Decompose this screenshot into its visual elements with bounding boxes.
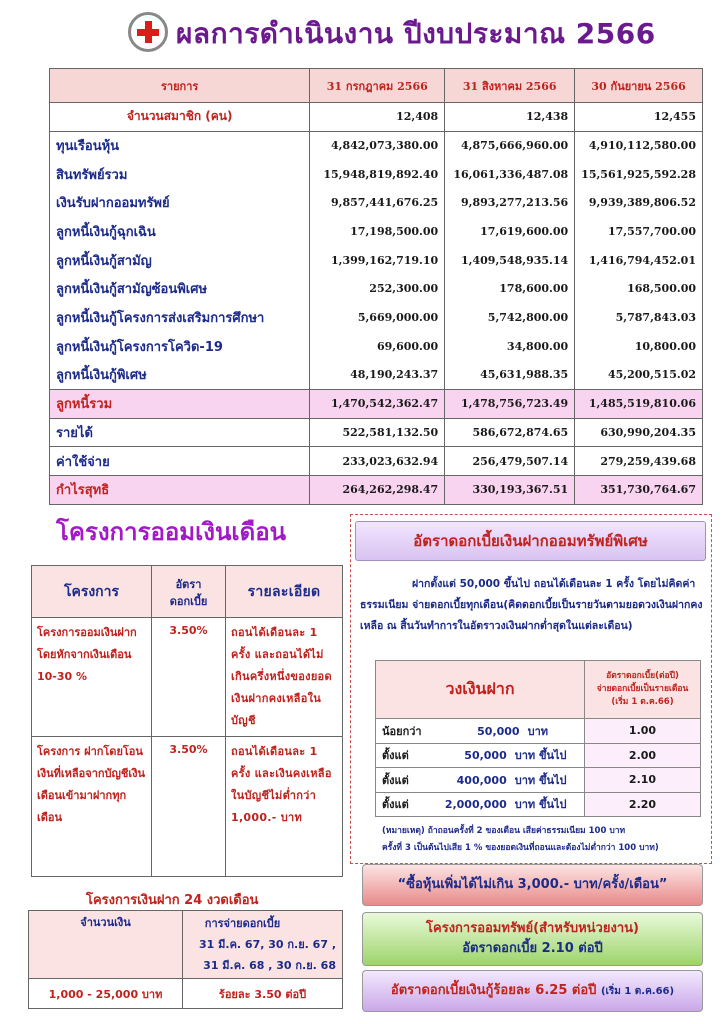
- cell-value: 5,669,000.00: [310, 303, 445, 332]
- cell-value: 5,787,843.03: [575, 303, 703, 332]
- cell-value: 1,409,548,935.14: [445, 246, 575, 275]
- payment-dates-1: 31 มี.ค. 67, 30 ก.ย. 67 ,: [199, 938, 336, 951]
- cell-value: 279,259,439.68: [575, 447, 703, 476]
- cell-value: 522,581,132.50: [310, 418, 445, 447]
- tier-amount: 2,000,000: [444, 798, 507, 812]
- tier-rate: 2.20: [585, 792, 701, 817]
- row-label: ลูกหนี้เงินกู้พิเศษ: [50, 361, 310, 390]
- deposit-24-title: โครงการเงินฝาก 24 งวดเดือน: [86, 893, 259, 908]
- rate-header-1: อัตราดอกเบี้ย(ต่อปี): [606, 671, 679, 681]
- project-name: โครงการออมเงินฝากโดยหักจากเงินเดือน 10-30 %: [32, 618, 152, 737]
- org-savings-title: โครงการออมทรัพย์(สำหรับหน่วยงาน): [426, 921, 639, 936]
- cell-value: 630,990,204.35: [575, 418, 703, 447]
- header-rate: อัตรา ดอกเบี้ย: [152, 566, 226, 618]
- cell-value: 330,193,367.51: [445, 475, 575, 504]
- row-label: ลูกหนี้เงินกู้โครงการส่งเสริมการศึกษา: [50, 303, 310, 332]
- salary-savings-table: [31, 565, 343, 877]
- cell-value: 264,262,298.47: [310, 475, 445, 504]
- row-label: จำนวนสมาชิก (คน): [50, 103, 310, 132]
- cell-value: 1,416,794,452.01: [575, 246, 703, 275]
- salary-savings-title: โครงการออมเงินเดือน: [56, 518, 287, 546]
- header-rate: [585, 661, 701, 719]
- loan-rate-text: อัตราดอกเบี้ยเงินกู้ร้อยละ 6.25 ต่อปี: [390, 983, 597, 998]
- header-amount: จำนวนเงิน: [29, 911, 183, 979]
- cell-value: 12,455: [575, 103, 703, 132]
- tier-unit: บาท: [527, 724, 549, 738]
- cell-value: 9,857,441,676.25: [310, 189, 445, 218]
- table-row: [50, 217, 703, 246]
- table-row: [50, 103, 703, 132]
- tier-prefix: ตั้งแต่: [382, 749, 409, 763]
- row-label: สินทรัพย์รวม: [50, 160, 310, 189]
- table-row: [376, 768, 701, 793]
- table-row: [50, 418, 703, 447]
- row-label: ลูกหนี้เงินกู้ฉุกเฉิน: [50, 217, 310, 246]
- table-row: [50, 131, 703, 160]
- performance-table: [49, 68, 703, 505]
- rate-header-2: จ่ายดอกเบี้ยเป็นรายเดือน: [596, 684, 689, 694]
- tier-range: [376, 719, 585, 744]
- table-row: [29, 979, 343, 1009]
- loan-rate-start: (เริ่ม 1 ต.ค.66): [600, 986, 675, 997]
- table-row: [50, 447, 703, 476]
- table-header-row: [29, 911, 343, 979]
- row-label: ลูกหนี้เงินกู้สามัญซ้อนพิเศษ: [50, 275, 310, 304]
- cell-value: 17,557,700.00: [575, 217, 703, 246]
- table-header-row: [376, 661, 701, 719]
- table-row: [50, 303, 703, 332]
- table-row: [50, 160, 703, 189]
- table-row: [376, 719, 701, 744]
- table-row-total-debtors: [50, 389, 703, 418]
- cell-value: 48,190,243.37: [310, 361, 445, 390]
- special-savings-description: ฝากตั้งแต่ 50,000 ขึ้นไป ถอนได้เดือนละ 1 ครั้ง โดยไม่คิดค่าธรรมเนียม จ่ายดอกเบี้ยทุกเดือน(คิดดอกเบี้ยเป็นรายวันตามยอดวงเงินฝากคงเหลือ ณ สิ้นวันทำการในอัตราวงเงินฝากต่ำสุดในแต่ละเดือน): [360, 578, 703, 632]
- cell-value: 15,561,925,592.28: [575, 160, 703, 189]
- share-purchase-banner: “ซื้อหุ้นเพิ่มได้ไม่เกิน 3,000.- บาท/ครั้ง/เดือน”: [362, 864, 703, 906]
- project-detail: ถอนได้เดือนละ 1 ครั้ง และเงินคงเหลือในบัญชีไม่ต่ำกว่า 1,000.- บาท: [226, 737, 343, 877]
- deposit-amount: 1,000 - 25,000 บาท: [29, 979, 183, 1009]
- tier-unit: บาท ขึ้นไป: [514, 773, 567, 787]
- payment-dates-2: 31 มี.ค. 68 , 30 ก.ย. 68: [203, 959, 336, 972]
- header-jul: 31 กรกฎาคม 2566: [310, 69, 445, 103]
- cell-value: 12,408: [310, 103, 445, 132]
- special-savings-heading: อัตราดอกเบี้ยเงินฝากออมทรัพย์พิเศษ: [355, 521, 706, 561]
- cell-value: 17,198,500.00: [310, 217, 445, 246]
- table-row: [32, 618, 343, 737]
- header-aug: 31 สิงหาคม 2566: [445, 69, 575, 103]
- tier-rate: 2.00: [585, 743, 701, 768]
- cell-value: 15,948,819,892.40: [310, 160, 445, 189]
- table-row: [50, 361, 703, 390]
- deposit-24-table: [28, 910, 343, 1009]
- cell-value: 12,438: [445, 103, 575, 132]
- tier-range: [376, 792, 585, 817]
- interest-rate: 3.50%: [152, 737, 226, 877]
- table-row: [50, 246, 703, 275]
- row-label: ลูกหนี้เงินกู้โครงการโควิด-19: [50, 332, 310, 361]
- cell-value: 45,200,515.02: [575, 361, 703, 390]
- tier-amount: 50,000: [477, 724, 520, 738]
- header-item: รายการ: [50, 69, 310, 103]
- cell-value: 256,479,507.14: [445, 447, 575, 476]
- cell-value: 69,600.00: [310, 332, 445, 361]
- interest-rate: 3.50%: [152, 618, 226, 737]
- table-header-row: [32, 566, 343, 618]
- rate-header-3: (เริ่ม 1 ต.ค.66): [611, 697, 674, 707]
- cell-value: 9,939,389,806.52: [575, 189, 703, 218]
- cell-value: 34,800.00: [445, 332, 575, 361]
- cell-value: 351,730,764.67: [575, 475, 703, 504]
- row-label: ทุนเรือนหุ้น: [50, 131, 310, 160]
- project-name: โครงการ ฝากโดยโอนเงินที่เหลือจากบัญชีเงินเดือนเข้ามาฝากทุกเดือน: [32, 737, 152, 877]
- cell-value: 586,672,874.65: [445, 418, 575, 447]
- note-line-2: ครั้งที่ 3 เป็นต้นไปเสีย 1 % ของยอดเงินที่ถอนและต้องไม่ต่ำกว่า 100 บาท): [382, 843, 659, 853]
- project-detail: ถอนได้เดือนละ 1 ครั้ง และถอนได้ไม่เกินครึ่งหนึ่งของยอดเงินฝากคงเหลือในบัญชี: [226, 618, 343, 737]
- tier-unit: บาท ขึ้นไป: [514, 749, 567, 763]
- cell-value: 1,470,542,362.47: [310, 389, 445, 418]
- table-row: [50, 275, 703, 304]
- cell-value: 252,300.00: [310, 275, 445, 304]
- header-payment: [183, 911, 343, 979]
- cell-value: 168,500.00: [575, 275, 703, 304]
- cell-value: 233,023,632.94: [310, 447, 445, 476]
- table-row: [376, 792, 701, 817]
- row-label: ลูกหนี้เงินกู้สามัญ: [50, 246, 310, 275]
- header-project: โครงการ: [32, 566, 152, 618]
- table-row: [376, 743, 701, 768]
- header-deposit-range: วงเงินฝาก: [376, 661, 585, 719]
- cell-value: 178,600.00: [445, 275, 575, 304]
- tier-amount: 400,000: [456, 773, 507, 787]
- cell-value: 1,485,519,810.06: [575, 389, 703, 418]
- loan-rate-banner: [362, 970, 703, 1012]
- header-detail: รายละเอียด: [226, 566, 343, 618]
- cell-value: 4,842,073,380.00: [310, 131, 445, 160]
- cell-value: 45,631,988.35: [445, 361, 575, 390]
- cell-value: 17,619,600.00: [445, 217, 575, 246]
- tier-prefix: น้อยกว่า: [382, 724, 422, 738]
- table-row: [50, 189, 703, 218]
- cell-value: 10,800.00: [575, 332, 703, 361]
- red-cross-icon: [128, 12, 168, 52]
- table-row: [32, 737, 343, 877]
- payment-header-label: การจ่ายดอกเบี้ย: [204, 917, 281, 930]
- row-label: กำไรสุทธิ: [50, 475, 310, 504]
- special-rate-table: [375, 660, 701, 817]
- cell-value: 4,910,112,580.00: [575, 131, 703, 160]
- tier-unit: บาท ขึ้นไป: [514, 798, 567, 812]
- row-label: ลูกหนี้รวม: [50, 389, 310, 418]
- page-title: ผลการดำเนินงาน ปีงบประมาณ 2566: [176, 17, 656, 50]
- tier-rate: 1.00: [585, 719, 701, 744]
- cell-value: 9,893,277,213.56: [445, 189, 575, 218]
- tier-prefix: ตั้งแต่: [382, 773, 409, 787]
- tier-prefix: ตั้งแต่: [382, 798, 409, 812]
- row-label: รายได้: [50, 418, 310, 447]
- cell-value: 16,061,336,487.08: [445, 160, 575, 189]
- tier-range: [376, 743, 585, 768]
- deposit-rate: ร้อยละ 3.50 ต่อปี: [183, 979, 343, 1009]
- table-row-net-profit: [50, 475, 703, 504]
- table-header-row: [50, 69, 703, 103]
- cell-value: 1,399,162,719.10: [310, 246, 445, 275]
- cell-value: 1,478,756,723.49: [445, 389, 575, 418]
- cell-value: 4,875,666,960.00: [445, 131, 575, 160]
- row-label: ค่าใช้จ่าย: [50, 447, 310, 476]
- note-line-1: (หมายเหตุ) ถ้าถอนครั้งที่ 2 ของเดือน เสียค่าธรรมเนียม 100 บาท: [382, 826, 626, 836]
- table-row: [50, 332, 703, 361]
- special-savings-note: [382, 823, 702, 857]
- tier-range: [376, 768, 585, 793]
- org-savings-rate: อัตราดอกเบี้ย 2.10 ต่อปี: [462, 941, 603, 956]
- header-sep: 30 กันยายน 2566: [575, 69, 703, 103]
- cell-value: 5,742,800.00: [445, 303, 575, 332]
- tier-amount: 50,000: [464, 749, 507, 763]
- org-savings-banner: [362, 912, 703, 966]
- tier-rate: 2.10: [585, 768, 701, 793]
- row-label: เงินรับฝากออมทรัพย์: [50, 189, 310, 218]
